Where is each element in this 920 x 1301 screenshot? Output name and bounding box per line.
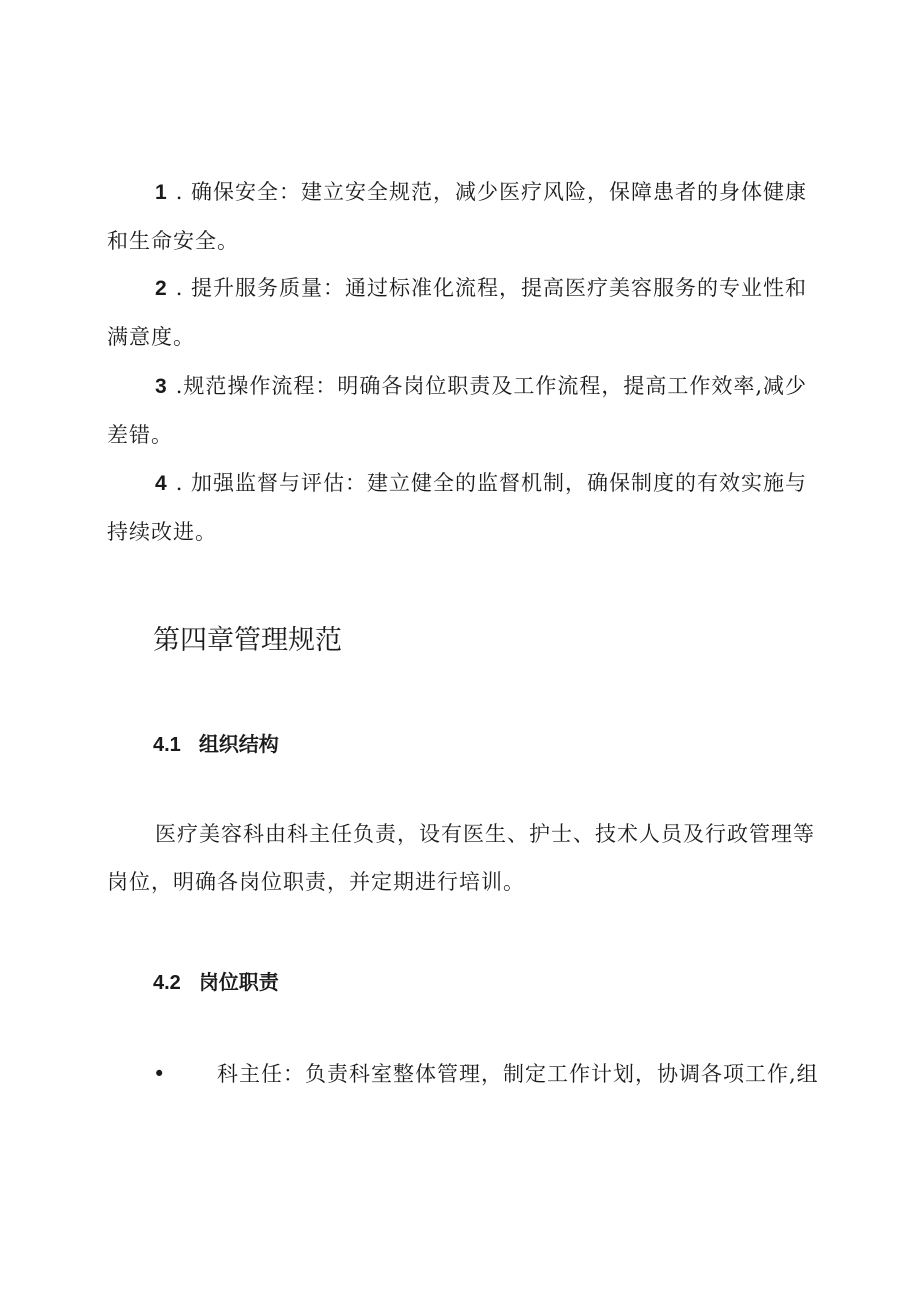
list-item-text: . 提升服务质量：通过标准化流程，提高医疗美容服务的专业性和满意度。: [107, 276, 808, 349]
section-number: 4.2: [153, 972, 181, 994]
list-item-text: . 加强监督与评估：建立健全的监督机制，确保制度的有效实施与持续改进。: [107, 471, 808, 544]
list-item-text: . 确保安全：建立安全规范，减少医疗风险，保障患者的身体健康和生命安全。: [107, 180, 808, 253]
section-number: 4.1: [153, 734, 181, 756]
section-title: 岗位职责: [198, 970, 279, 994]
chapter-title: 第四章管理规范: [153, 625, 342, 656]
list-item-2: [107, 264, 827, 361]
list-item-number: 1: [155, 181, 168, 204]
list-item-4: [107, 459, 827, 556]
bullet-icon: •: [153, 1062, 167, 1086]
bullet-text: 科主任：负责科室整体管理，制定工作计划，协调各项工作,组: [217, 1062, 819, 1086]
list-item-3: [107, 362, 827, 459]
list-item-number: 4: [155, 472, 168, 495]
section-heading-4-2: [153, 966, 279, 995]
list-item-1: [107, 168, 827, 265]
section-title: 组织结构: [198, 732, 279, 756]
list-item-number: 3: [155, 375, 168, 398]
list-item-number: 2: [155, 277, 168, 300]
list-item-text: .规范操作流程：明确各岗位职责及工作流程，提高工作效率,减少差错。: [107, 374, 808, 447]
section-body-4-1: 医疗美容科由科主任负责，设有医生、护士、技术人员及行政管理等岗位，明确各岗位职责，并定期进行培训。: [107, 822, 815, 894]
section-heading-4-1: [153, 728, 279, 757]
